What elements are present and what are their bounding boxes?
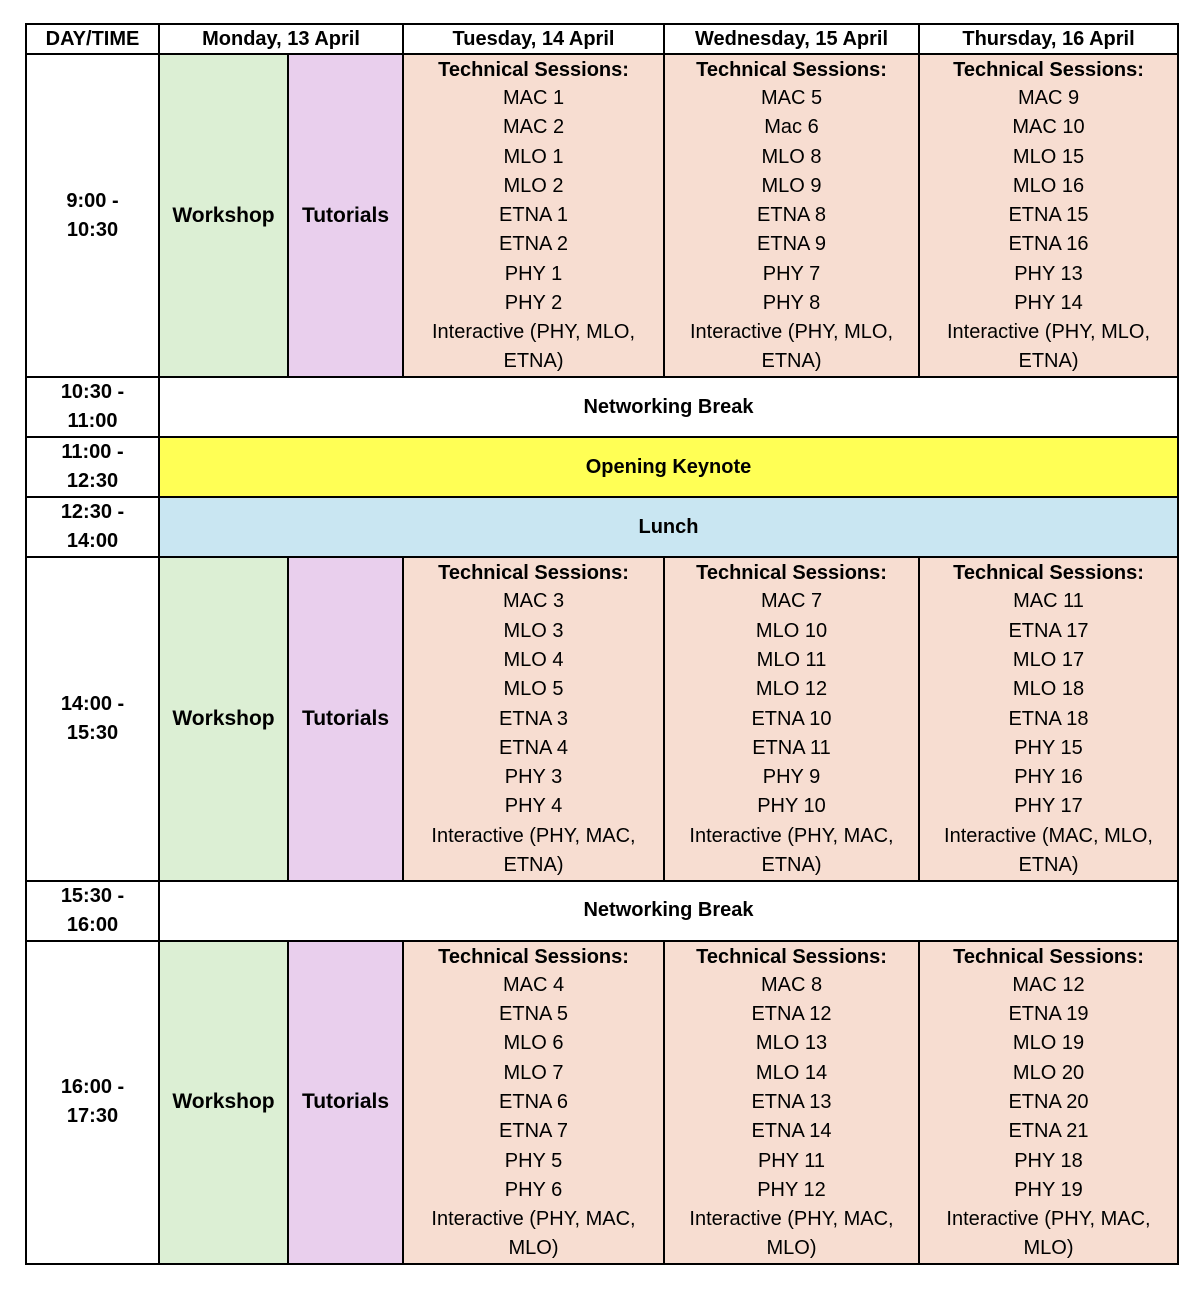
- session-item: MLO 3: [503, 619, 564, 642]
- session-item: MLO 12: [755, 678, 828, 701]
- session-item: PHY 18: [1014, 1149, 1083, 1172]
- session-item: ETNA 11: [752, 736, 831, 759]
- time-start: 15:30 -: [60, 884, 125, 907]
- session-item: PHY 3: [504, 766, 563, 789]
- interactive-session: Interactive (PHY, MAC, MLO): [946, 1208, 1151, 1260]
- networking-break-row-morning: [26, 377, 1178, 437]
- interactive-session: Interactive (PHY, MLO, ETNA): [431, 321, 636, 373]
- workshop-cell: Workshop: [159, 941, 288, 1264]
- session-item: PHY 1: [504, 262, 563, 285]
- header-tuesday: Tuesday, 14 April: [403, 24, 664, 54]
- session-item: PHY 13: [1014, 262, 1083, 285]
- session-item: ETNA 20: [1008, 1090, 1089, 1113]
- session-item: ETNA 2: [499, 233, 568, 256]
- session-item: ETNA 5: [499, 1003, 568, 1026]
- session-list: [920, 84, 1177, 318]
- technical-sessions-title: Technical Sessions:: [696, 562, 887, 585]
- session-item: MLO 6: [503, 1032, 564, 1055]
- time-end: 10:30: [66, 218, 119, 241]
- session-item: MLO 4: [503, 648, 564, 671]
- technical-sessions-title: Technical Sessions:: [438, 562, 629, 585]
- session-item: PHY 12: [757, 1178, 826, 1201]
- session-item: ETNA 19: [1008, 1003, 1089, 1026]
- session-item: MLO 19: [1012, 1032, 1085, 1055]
- technical-sessions-wednesday: [664, 54, 919, 377]
- interactive-session: Interactive (PHY, MLO, ETNA): [946, 321, 1151, 373]
- networking-break-label: Networking Break: [159, 881, 1178, 941]
- session-list: [665, 971, 918, 1205]
- interactive-session: Interactive (PHY, MAC, ETNA): [431, 824, 636, 876]
- session-item: MAC 11: [1013, 590, 1084, 613]
- session-item: MLO 5: [503, 678, 564, 701]
- session-item: MLO 16: [1012, 174, 1085, 197]
- session-item: PHY 17: [1014, 795, 1083, 818]
- session-item: ETNA 14: [751, 1120, 832, 1143]
- time-slot: [26, 497, 159, 557]
- session-list: [920, 587, 1177, 821]
- session-item: ETNA 17: [1008, 619, 1089, 642]
- session-item: MAC 2: [502, 116, 565, 139]
- session-list: [920, 971, 1177, 1205]
- header-row: [26, 24, 1178, 54]
- technical-sessions-title: Technical Sessions:: [953, 59, 1144, 81]
- time-start: 14:00 -: [60, 693, 125, 716]
- session-item: ETNA 21: [1008, 1120, 1089, 1143]
- session-item: ETNA 4: [499, 736, 568, 759]
- header-wednesday: Wednesday, 15 April: [664, 24, 919, 54]
- opening-keynote-row: [26, 437, 1178, 497]
- session-list: [404, 587, 663, 821]
- session-item: PHY 19: [1014, 1178, 1083, 1201]
- time-start: 12:30 -: [60, 501, 125, 524]
- interactive-session: Interactive (PHY, MAC, ETNA): [689, 824, 894, 876]
- header-monday: Monday, 13 April: [159, 24, 403, 54]
- technical-sessions-title: Technical Sessions:: [438, 59, 629, 81]
- workshop-cell: Workshop: [159, 557, 288, 880]
- time-end: 15:30: [66, 722, 119, 745]
- header-thursday: Thursday, 16 April: [919, 24, 1178, 54]
- lunch-row: [26, 497, 1178, 557]
- session-item: ETNA 8: [757, 204, 826, 227]
- time-start: 11:00 -: [61, 441, 124, 464]
- session-item: ETNA 6: [499, 1090, 568, 1113]
- time-slot: [26, 557, 159, 880]
- technical-sessions-wednesday: [664, 557, 919, 880]
- session-item: PHY 16: [1014, 766, 1083, 789]
- session-item: MLO 15: [1012, 145, 1085, 168]
- workshop-cell: Workshop: [159, 54, 288, 377]
- session-item: ETNA 10: [751, 707, 832, 730]
- technical-sessions-title: Technical Sessions:: [696, 59, 887, 81]
- session-list: [404, 971, 663, 1205]
- time-slot: [26, 54, 159, 377]
- interactive-session: Interactive (MAC, MLO, ETNA): [944, 824, 1153, 876]
- session-list: [665, 587, 918, 821]
- tutorials-cell: Tutorials: [288, 557, 403, 880]
- technical-sessions-thursday: [919, 557, 1178, 880]
- session-item: ETNA 18: [1008, 707, 1089, 730]
- time-end: 14:00: [66, 530, 119, 553]
- session-item: MAC 3: [502, 590, 565, 613]
- session-item: PHY 9: [762, 766, 821, 789]
- opening-keynote-label: Opening Keynote: [159, 437, 1178, 497]
- session-item: PHY 4: [504, 795, 563, 818]
- session-item: MLO 13: [755, 1032, 828, 1055]
- technical-sessions-title: Technical Sessions:: [953, 945, 1144, 968]
- time-end: 12:30: [66, 470, 119, 493]
- session-list: [665, 84, 918, 318]
- networking-break-row-afternoon: [26, 881, 1178, 941]
- time-slot: [26, 881, 159, 941]
- session-item: MLO 8: [761, 145, 822, 168]
- interactive-session: Interactive (PHY, MAC, MLO): [431, 1208, 636, 1260]
- technical-sessions-tuesday: [403, 941, 664, 1264]
- tutorials-cell: Tutorials: [288, 54, 403, 377]
- time-start: 16:00 -: [60, 1076, 125, 1099]
- session-row-afternoon: [26, 557, 1178, 880]
- session-item: ETNA 3: [499, 707, 568, 730]
- session-row-morning: [26, 54, 1178, 377]
- session-item: MLO 1: [503, 145, 564, 168]
- session-item: MLO 18: [1012, 678, 1085, 701]
- time-end: 16:00: [66, 913, 119, 936]
- time-slot: [26, 437, 159, 497]
- session-item: ETNA 9: [757, 233, 826, 256]
- session-item: PHY 8: [762, 292, 821, 315]
- session-item: ETNA 12: [751, 1003, 832, 1026]
- session-item: MLO 9: [761, 174, 822, 197]
- session-item: MAC 1: [502, 87, 565, 109]
- technical-sessions-wednesday: [664, 941, 919, 1264]
- interactive-session: Interactive (PHY, MAC, MLO): [689, 1208, 894, 1260]
- technical-sessions-tuesday: [403, 54, 664, 377]
- session-item: MLO 17: [1012, 648, 1085, 671]
- session-item: MLO 20: [1012, 1061, 1085, 1084]
- session-item: PHY 14: [1014, 292, 1083, 315]
- session-item: MLO 11: [756, 648, 827, 671]
- session-item: PHY 11: [757, 1149, 826, 1172]
- session-item: MLO 10: [755, 619, 828, 642]
- time-slot: [26, 941, 159, 1264]
- time-start: 9:00 -: [66, 189, 119, 212]
- networking-break-label: Networking Break: [159, 377, 1178, 437]
- session-item: MAC 4: [502, 973, 565, 996]
- session-list: [404, 84, 663, 318]
- technical-sessions-title: Technical Sessions:: [953, 562, 1144, 585]
- session-item: ETNA 13: [751, 1090, 832, 1113]
- time-end: 17:30: [66, 1105, 119, 1128]
- session-item: MAC 8: [760, 973, 823, 996]
- schedule-table: [25, 23, 1179, 1265]
- session-item: MAC 9: [1017, 87, 1080, 109]
- session-item: PHY 10: [757, 795, 826, 818]
- session-item: MAC 10: [1012, 116, 1085, 139]
- session-item: ETNA 7: [499, 1120, 568, 1143]
- header-day-time: DAY/TIME: [26, 24, 159, 54]
- session-item: PHY 15: [1014, 736, 1083, 759]
- technical-sessions-title: Technical Sessions:: [438, 945, 629, 968]
- lunch-label: Lunch: [159, 497, 1178, 557]
- time-end: 11:00: [67, 410, 118, 433]
- session-item: MLO 2: [503, 174, 564, 197]
- session-item: PHY 2: [504, 292, 563, 315]
- session-item: ETNA 16: [1008, 233, 1089, 256]
- session-item: MAC 7: [760, 590, 823, 613]
- session-item: MLO 14: [755, 1061, 828, 1084]
- technical-sessions-thursday: [919, 54, 1178, 377]
- technical-sessions-title: Technical Sessions:: [696, 945, 887, 968]
- session-item: MLO 7: [503, 1061, 564, 1084]
- time-slot: [26, 377, 159, 437]
- interactive-session: Interactive (PHY, MLO, ETNA): [689, 321, 894, 373]
- session-item: ETNA 15: [1008, 204, 1089, 227]
- session-item: PHY 7: [762, 262, 821, 285]
- session-item: ETNA 1: [499, 204, 568, 227]
- technical-sessions-thursday: [919, 941, 1178, 1264]
- technical-sessions-tuesday: [403, 557, 664, 880]
- session-item: PHY 6: [504, 1178, 563, 1201]
- time-start: 10:30 -: [60, 381, 125, 404]
- session-item: MAC 12: [1012, 973, 1085, 996]
- session-item: MAC 5: [760, 87, 823, 109]
- session-item: Mac 6: [764, 116, 819, 139]
- session-item: PHY 5: [504, 1149, 563, 1172]
- tutorials-cell: Tutorials: [288, 941, 403, 1264]
- session-row-late-afternoon: [26, 941, 1178, 1264]
